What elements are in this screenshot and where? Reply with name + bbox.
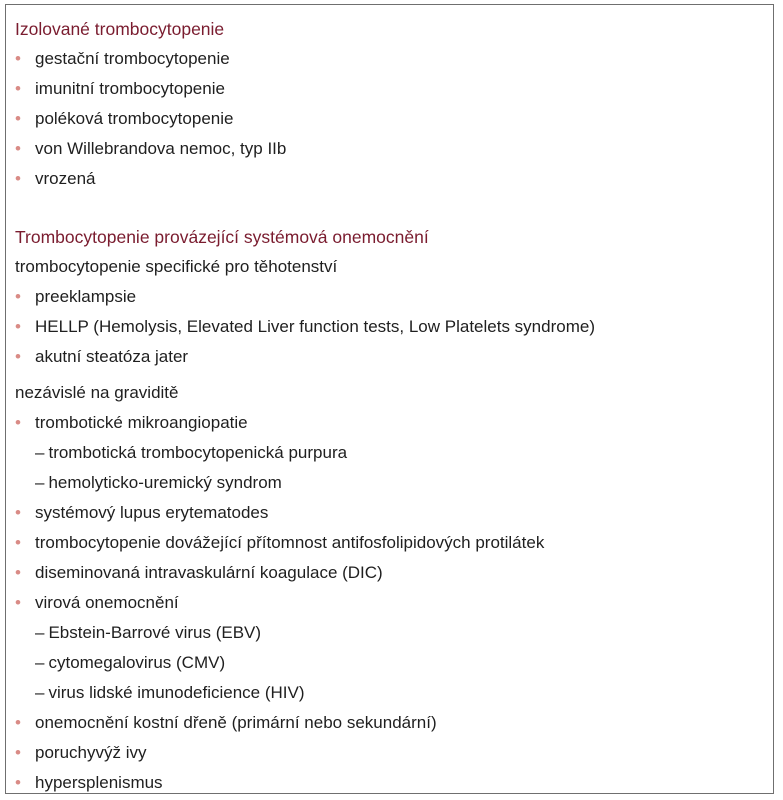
list-item-text: von Willebrandova nemoc, typ IIb bbox=[35, 139, 287, 158]
bullet-icon: • bbox=[15, 287, 21, 306]
section-heading-isolated: Izolované trombocytopenie bbox=[15, 19, 225, 39]
sub-list-item-text: Ebstein-Barrové virus (EBV) bbox=[48, 623, 262, 642]
bullet-icon: • bbox=[15, 713, 21, 732]
list-item bbox=[15, 312, 765, 342]
list-item bbox=[15, 498, 765, 528]
group-title-pregnancy: trombocytopenie specifické pro těhotenství bbox=[15, 257, 338, 276]
table-content bbox=[15, 14, 765, 798]
bullet-icon: • bbox=[15, 139, 21, 158]
list-item bbox=[15, 708, 765, 738]
list-item-text: poruchyvýž ivy bbox=[35, 743, 147, 762]
list-item-text: diseminovaná intravaskulární koagulace (DIC) bbox=[35, 563, 383, 582]
list-item bbox=[15, 282, 765, 312]
list-item-text: trombocytopenie dovážející přítomnost antifosfolipidových protilátek bbox=[35, 533, 545, 552]
list-item bbox=[15, 104, 765, 134]
dash-icon: – bbox=[35, 623, 45, 642]
list-item bbox=[15, 768, 765, 798]
bullet-icon: • bbox=[15, 169, 21, 188]
list-item bbox=[15, 342, 765, 372]
bullet-icon: • bbox=[15, 743, 21, 762]
list-item-text: onemocnění kostní dřeně (primární nebo sekundární) bbox=[35, 713, 437, 732]
dash-icon: – bbox=[35, 683, 45, 702]
sub-list-item-text: trombotická trombocytopenická purpura bbox=[48, 443, 348, 462]
sub-list-item-text: cytomegalovirus (CMV) bbox=[48, 653, 226, 672]
bullet-icon: • bbox=[15, 503, 21, 522]
list-item bbox=[15, 738, 765, 768]
sub-list-item bbox=[15, 468, 765, 498]
list-item bbox=[15, 558, 765, 588]
list-item bbox=[15, 44, 765, 74]
dash-icon: – bbox=[35, 473, 45, 492]
list-item-text: trombotické mikroangiopatie bbox=[35, 413, 248, 432]
bullet-icon: • bbox=[15, 347, 21, 366]
list-item bbox=[15, 408, 765, 438]
list-item bbox=[15, 74, 765, 104]
bullet-icon: • bbox=[15, 533, 21, 552]
bullet-icon: • bbox=[15, 593, 21, 612]
sub-list-item bbox=[15, 678, 765, 708]
sub-list-item bbox=[15, 618, 765, 648]
list-item bbox=[15, 528, 765, 558]
sub-list-item bbox=[15, 438, 765, 468]
section-spacer bbox=[15, 194, 765, 222]
list-item bbox=[15, 588, 765, 618]
list-item-text: virová onemocnění bbox=[35, 593, 179, 612]
sub-list-item-text: hemolyticko-uremický syndrom bbox=[48, 473, 282, 492]
list-item bbox=[15, 134, 765, 164]
bullet-icon: • bbox=[15, 49, 21, 68]
list-item-text: hypersplenismus bbox=[35, 773, 163, 792]
sub-list-item bbox=[15, 648, 765, 678]
list-item bbox=[15, 164, 765, 194]
table-box bbox=[5, 4, 774, 794]
bullet-icon: • bbox=[15, 79, 21, 98]
list-item-text: akutní steatóza jater bbox=[35, 347, 189, 366]
list-item-text: HELLP (Hemolysis, Elevated Liver function tests, Low Platelets syndrome) bbox=[35, 317, 595, 336]
group-title-independent: nezávislé na graviditě bbox=[15, 383, 179, 402]
list-item-text: vrozená bbox=[35, 169, 96, 188]
list-item-text: systémový lupus erytematodes bbox=[35, 503, 269, 522]
bullet-icon: • bbox=[15, 317, 21, 336]
list-item-text: preeklampsie bbox=[35, 287, 137, 306]
dash-icon: – bbox=[35, 443, 45, 462]
list-item-text: gestační trombocytopenie bbox=[35, 49, 230, 68]
list-item-text: imunitní trombocytopenie bbox=[35, 79, 225, 98]
section-heading-systemic: Trombocytopenie provázející systémová onemocnění bbox=[15, 227, 429, 247]
bullet-icon: • bbox=[15, 563, 21, 582]
dash-icon: – bbox=[35, 653, 45, 672]
bullet-icon: • bbox=[15, 413, 21, 432]
sub-list-item-text: virus lidské imunodeficience (HIV) bbox=[48, 683, 305, 702]
bullet-icon: • bbox=[15, 773, 21, 792]
list-item-text: poléková trombocytopenie bbox=[35, 109, 234, 128]
bullet-icon: • bbox=[15, 109, 21, 128]
